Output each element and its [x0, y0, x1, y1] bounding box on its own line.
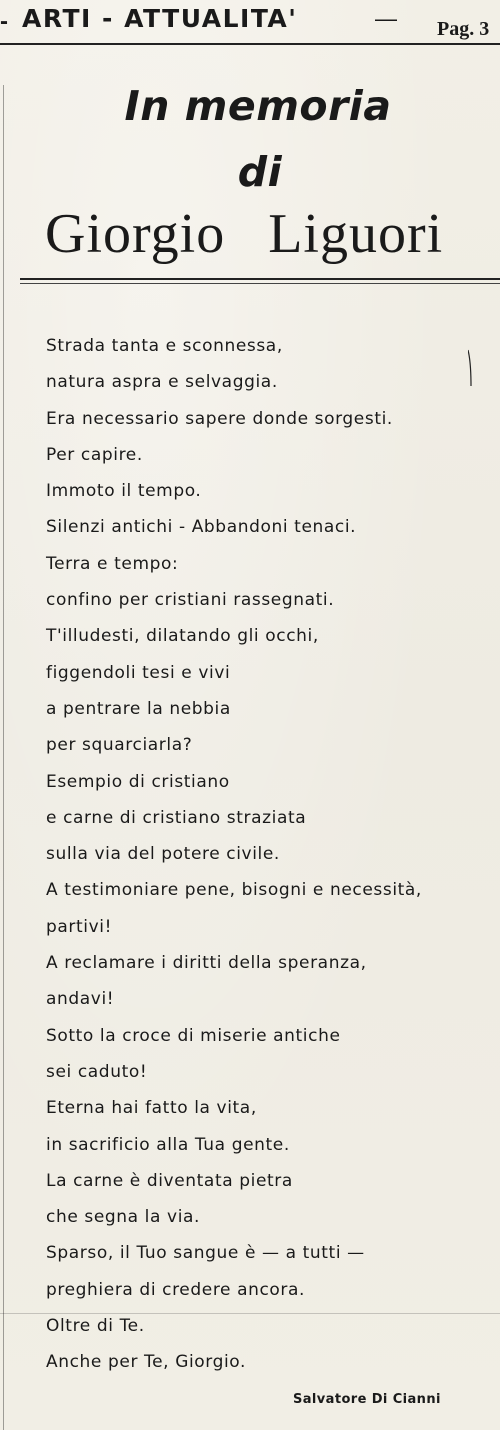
author-signature: Salvatore Di Cianni: [293, 1392, 441, 1407]
poem-line: figgendoli tesi e vivi: [46, 662, 231, 683]
page-number: Pag. 3: [437, 18, 490, 40]
article-title-name: Giorgio Liguori: [45, 203, 444, 265]
title-rule: [20, 278, 500, 280]
poem-line: confino per cristiani rassegnati.: [46, 590, 335, 611]
poem-line: sulla via del potere civile.: [46, 844, 280, 865]
poem-line: Oltre di Te.: [46, 1316, 145, 1337]
poem-line: partivi!: [46, 916, 112, 937]
poem-line: T'illudesti, dilatando gli occhi,: [46, 626, 319, 647]
poem-line: natura aspra e selvaggia.: [46, 372, 278, 393]
poem-line: andavi!: [46, 989, 115, 1010]
header-lead-dash: -: [0, 8, 8, 35]
section-title: ARTI - ATTUALITA': [22, 4, 298, 33]
header-rule: [0, 43, 500, 45]
poem-line: Per capire.: [46, 444, 143, 465]
poem-line: che segna la via.: [46, 1207, 201, 1228]
poem-line: Era necessario sapere donde sorgesti.: [46, 408, 393, 429]
poem-line: A testimoniare pene, bisogni e necessità,: [46, 880, 422, 901]
poem-line: Strada tanta e sconnessa,: [46, 336, 283, 356]
page-header: [0, 0, 500, 46]
header-trail-dash: —: [375, 6, 397, 31]
article-title-line-2: di: [237, 148, 283, 196]
poem-line: Eterna hai fatto la vita,: [46, 1098, 257, 1119]
poem-line: per squarciarla?: [46, 735, 193, 756]
title-rule-thin: [20, 283, 500, 284]
poem-line: preghiera di credere ancora.: [46, 1279, 306, 1300]
poem-line: Silenzi antichi - Abbandoni tenaci.: [46, 517, 357, 538]
column-rule: [3, 85, 4, 1430]
poem-line: sei caduto!: [46, 1061, 148, 1082]
poem-line: e carne di cristiano straziata: [46, 807, 307, 828]
poem-line: A reclamare i diritti della speranza,: [46, 953, 367, 974]
poem-text: [46, 332, 496, 1385]
poem-line: Sotto la croce di miserie antiche: [46, 1025, 341, 1046]
poem-line: La carne è diventata pietra: [46, 1170, 293, 1191]
poem-line: Terra e tempo:: [46, 553, 179, 574]
poem-line: Esempio di cristiano: [46, 771, 230, 792]
article-title-line-1: In memoria: [124, 82, 392, 130]
poem-line: Anche per Te, Giorgio.: [46, 1352, 247, 1373]
poem-line: Sparso, il Tuo sangue è — a tutti —: [46, 1243, 365, 1264]
poem-line: a pentrare la nebbia: [46, 698, 231, 719]
poem-line: in sacrificio alla Tua gente.: [46, 1134, 290, 1155]
poem-line: Immoto il tempo.: [46, 481, 202, 502]
